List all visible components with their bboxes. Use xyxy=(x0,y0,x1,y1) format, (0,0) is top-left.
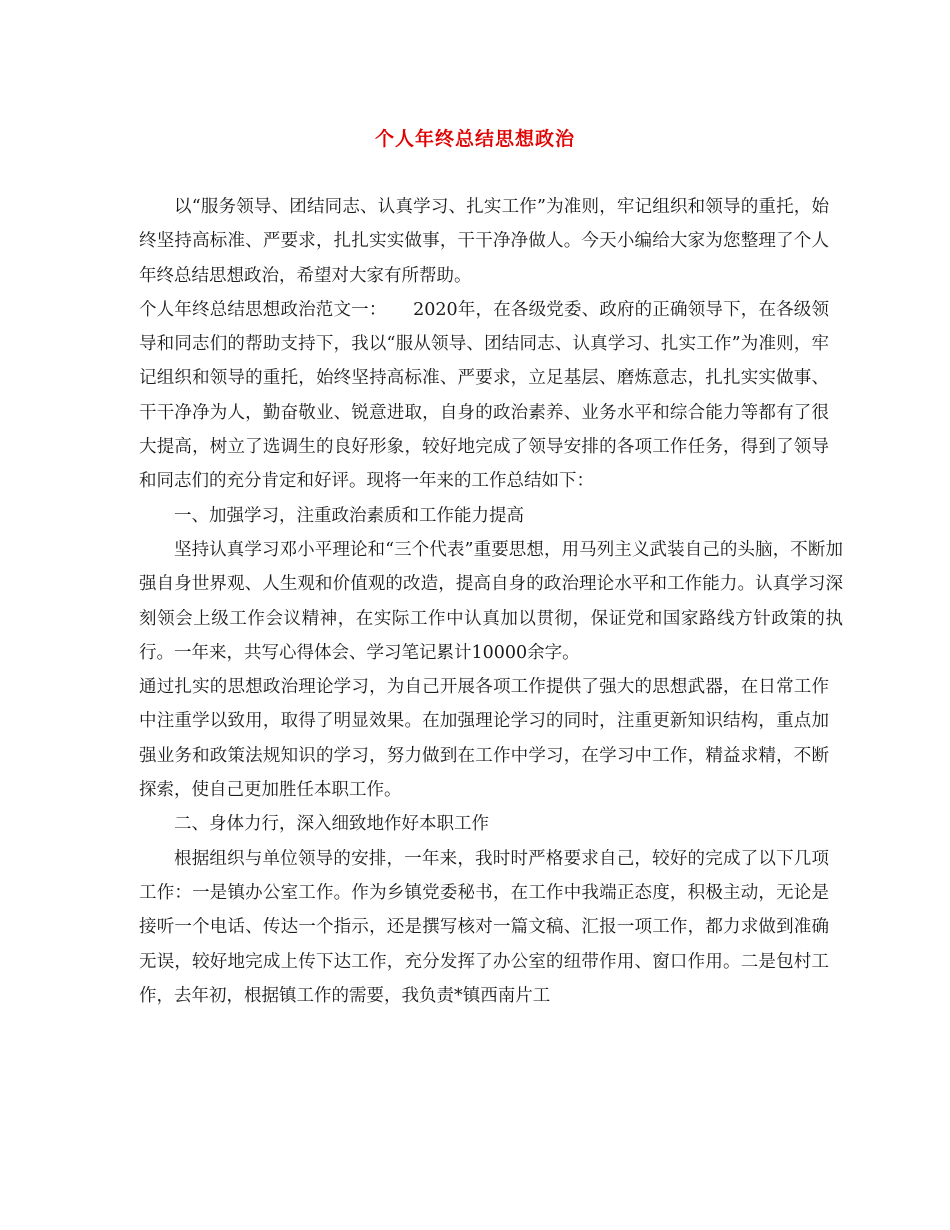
document-title: 个人年终总结思想政治 xyxy=(374,128,575,150)
document-body xyxy=(139,190,843,1013)
section-heading-one: 一、加强学习，注重政治素质和工作能力提高 xyxy=(174,505,524,526)
study-paragraph: 坚持认真学习邓小平理论和“三个代表”重要思想，用马列主义武装自己的头脑，不断加强自身世界观、人生观和价值观的改造，提高自身的政治理论水平和工作能力。认真学习深刻领会上级工作会议精神，在实际工作中认真加以贯彻，保证党和国家路线方针政策的执行。一年来，共写心得体会、学习笔记累计10000余字。 xyxy=(139,539,843,663)
sample-one-paragraph: 个人年终总结思想政治范文一： 2020年，在各级党委、政府的正确领导下，在各级领导和同志们的帮助支持下，我以“服从领导、团结同志、认真学习、扎实工作”为准则，牢记组织和领导的重托，始终坚持高标准、严要求，立足基层、磨炼意志，扎扎实实做事、干干净净为人，勤奋敬业、锐意进取，自身的政治素养、业务水平和综合能力等都有了很大提高，树立了选调生的良好形象，较好地完成了领导安排的各项工作任务，得到了领导和同志们的充分肯定和好评。现将一年来的工作总结如下： xyxy=(139,299,829,492)
intro-paragraph: 以“服务领导、团结同志、认真学习、扎实工作”为准则，牢记组织和领导的重托，始终坚持高标准、严要求，扎扎实实做事，干干净净做人。今天小编给大家为您整理了个人年终总结思想政治，希望对大家有所帮助。 xyxy=(139,197,829,286)
study-effect-paragraph: 通过扎实的思想政治理论学习，为自己开展各项工作提供了强大的思想武器，在日常工作中注重学以致用，取得了明显效果。在加强理论学习的同时，注重更新知识结构，重点加强业务和政策法规知识的学习，努力做到在工作中学习，在学习中工作，精益求精，不断探索，使自己更加胜任本职工作。 xyxy=(139,677,829,801)
work-paragraph: 根据组织与单位领导的安排，一年来，我时时严格要求自己，较好的完成了以下几项工作：一是镇办公室工作。作为乡镇党委秘书，在工作中我端正态度，积极主动，无论是接听一个电话、传达一个指示，还是撰写核对一篇文稿、汇报一项工作，都力求做到准确无误，较好地完成上传下达工作，充分发挥了办公室的纽带作用、窗口作用。二是包村工作，去年初，根据镇工作的需要，我负责*镇西南片工 xyxy=(139,848,829,1006)
section-heading-two: 二、身体力行，深入细致地作好本职工作 xyxy=(174,814,489,835)
